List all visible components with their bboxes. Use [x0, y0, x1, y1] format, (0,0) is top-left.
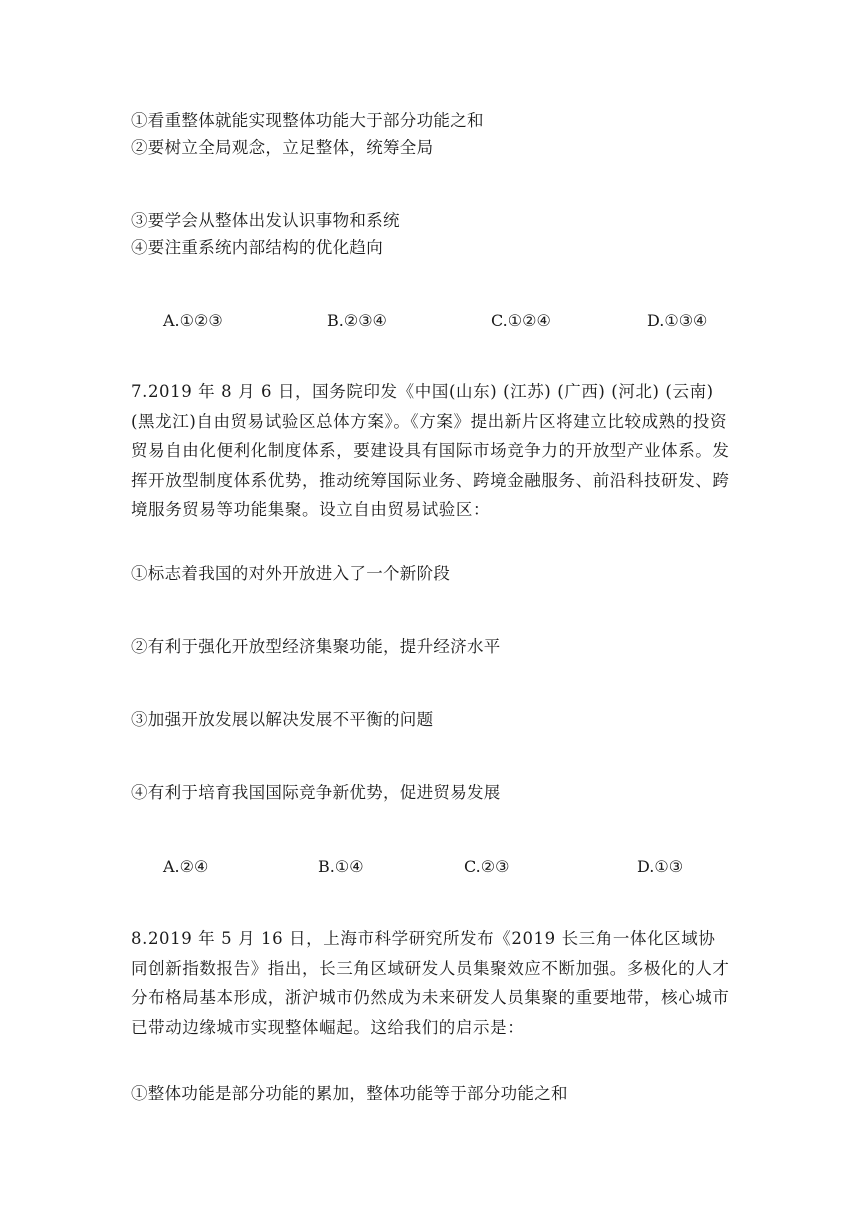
- q7-item-4: ④有利于培育我国国际竞争新优势，促进贸易发展: [131, 783, 501, 802]
- q6-item-2: ②要树立全局观念，立足整体，统筹全局: [131, 138, 434, 157]
- q7-option-d: D.①③: [637, 857, 684, 876]
- q6-option-c: C.①②④: [491, 311, 551, 330]
- q7-stem: 7.2019 年 8 月 6 日，国务院印发《中国(山东) (江苏) (广西) (河北) (云南) (黑龙江)自由贸易试验区总体方案》。《方案》提出新片区将建立比较成熟的投资贸易自由化便利化制度体系，要建设具有国际市场竞争力的开放型产业体系。发挥开放型制度体系优势，推动统筹国际业务、跨境金融服务、前沿科技研发、跨境服务贸易等功能集聚。设立自由贸易试验区：: [131, 382, 730, 519]
- q6-option-d: D.①③④: [647, 311, 708, 330]
- q7-item-3: ③加强开放发展以解决发展不平衡的问题: [131, 710, 434, 729]
- q7-option-a: A.②④: [163, 857, 209, 876]
- q6-item-3: ③要学会从整体出发认识事物和系统: [131, 211, 400, 230]
- q7-item-2: ②有利于强化开放型经济集聚功能，提升经济水平: [131, 637, 501, 656]
- q8-stem: 8.2019 年 5 月 16 日，上海市科学研究所发布《2019 长三角一体化区域协同创新指数报告》指出，长三角区域研发人员集聚效应不断加强。多极化的人才分布格局基本形成，浙沪城市仍然成为未来研发人员集聚的重要地带，核心城市已带动边缘城市实现整体崛起。这给我们的启示是：: [131, 929, 730, 1037]
- q7-option-b: B.①④: [318, 857, 364, 876]
- q6-option-b: B.②③④: [327, 311, 387, 330]
- q8-item-1: ①整体功能是部分功能的累加，整体功能等于部分功能之和: [131, 1084, 568, 1103]
- q7-item-1: ①标志着我国的对外开放进入了一个新阶段: [131, 564, 451, 583]
- q6-item-4: ④要注重系统内部结构的优化趋向: [131, 238, 383, 257]
- q7-option-c: C.②③: [464, 857, 510, 876]
- q6-option-a: A.①②③: [163, 311, 223, 330]
- q6-item-1: ①看重整体就能实现整体功能大于部分功能之和: [131, 111, 484, 130]
